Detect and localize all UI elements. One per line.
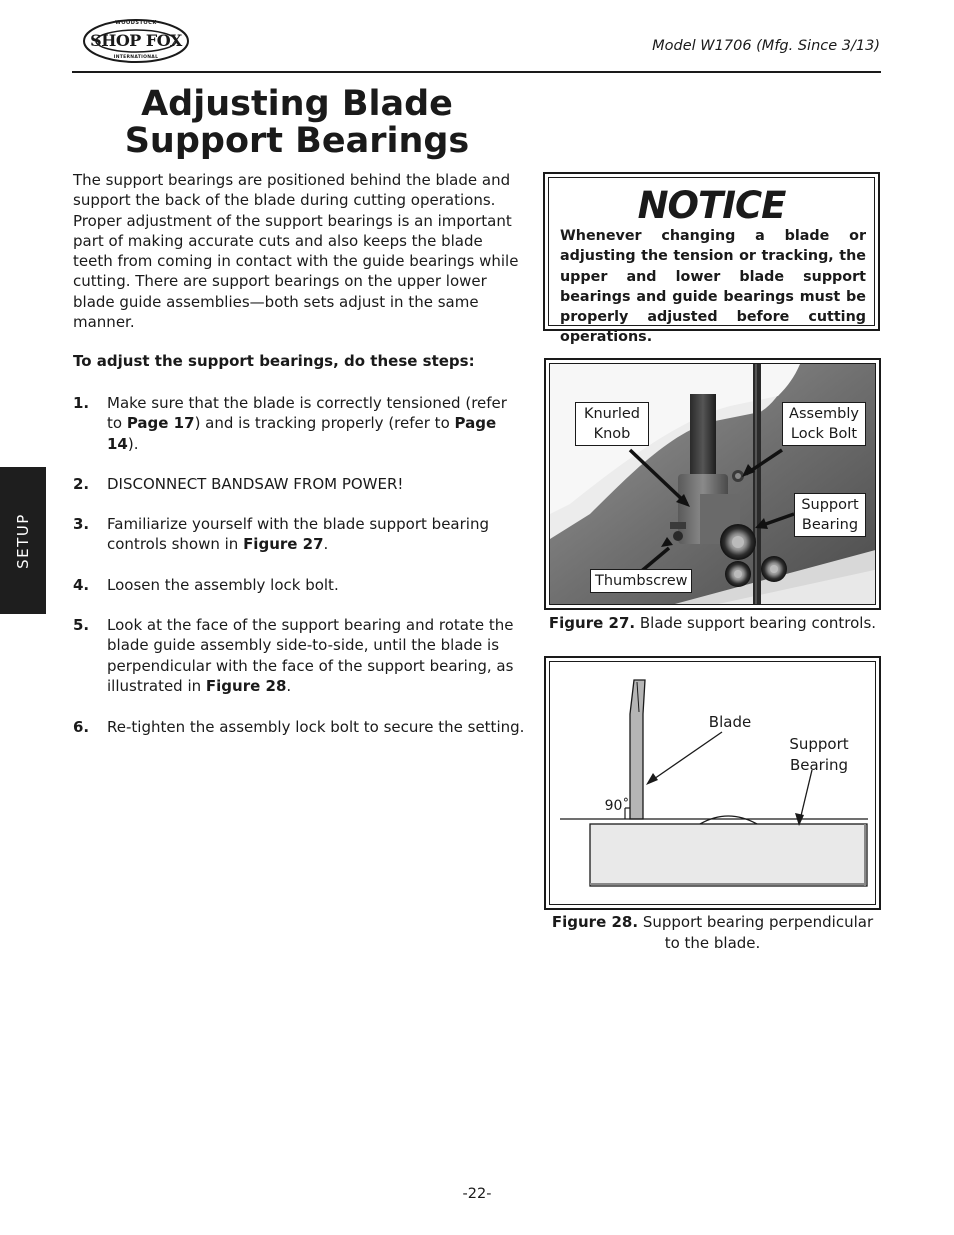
step-number: 3. <box>73 515 90 533</box>
callout-knurled-knob: Knurled Knob <box>575 402 649 446</box>
step-number: 5. <box>73 616 90 634</box>
section-tab-label: SETUP <box>14 512 32 569</box>
notice-title: NOTICE <box>637 184 786 227</box>
step-text: Familiarize yourself with the blade support bearing controls shown in <box>107 515 489 554</box>
step-text: Re-tighten the assembly lock bolt to secure the setting. <box>107 718 525 736</box>
page-title: Adjusting Blade Support Bearings <box>124 84 470 161</box>
callout-thumbscrew: Thumbscrew <box>590 569 692 593</box>
step-5 <box>73 615 525 696</box>
step-text: . <box>323 535 329 554</box>
figure-27-caption <box>544 613 881 634</box>
step-2 <box>73 474 525 494</box>
step-4 <box>73 575 525 595</box>
step-3 <box>73 514 525 555</box>
page-reference: Page 17 <box>126 414 195 433</box>
step-text: ). <box>127 434 139 453</box>
logo-ring-bottom: INTERNATIONAL <box>113 55 159 60</box>
figure-reference: Figure 27 <box>243 535 324 554</box>
intro-paragraph: The support bearings are positioned behind the blade and support the back of the blade during cutting operations. Proper adjustment of the support bearings is an important part of making accurate cuts and also keeps the blade teeth from coming in contact with the guide bearings while cutting. There are support bearings on the upper lower blade guide assemblies—both sets adjust in the same manner. <box>73 171 519 332</box>
figure-27-caption-label: Figure 27. <box>548 614 636 632</box>
figure-28-caption <box>544 912 881 953</box>
callout-assembly-lock-bolt: Assembly Lock Bolt <box>782 402 866 446</box>
step-text: ) and is tracking properly (refer to <box>194 414 455 433</box>
figure-28 <box>544 656 881 910</box>
step-text: . <box>286 676 292 695</box>
step-number: 4. <box>73 576 90 594</box>
step-text: Make sure that the blade is correctly tensioned (refer to <box>107 394 507 433</box>
callout-support-bearing: Support Bearing <box>794 493 866 537</box>
notice-body: Whenever changing a blade or adjusting the tension or tracking, the upper and lower blade support bearings and guide bearings must be properly adjusted before cutting operations. <box>560 228 866 346</box>
step-number: 6. <box>73 718 90 736</box>
header-rule <box>72 71 881 73</box>
step-number: 2. <box>73 475 90 493</box>
shop-fox-logo <box>82 18 190 64</box>
support-bearing-label: Support Bearing <box>789 735 849 774</box>
step-text: DISCONNECT BANDSAW FROM POWER! <box>107 475 404 493</box>
notice-box <box>543 172 880 346</box>
model-number: Model W1706 (Mfg. Since 3/13) <box>652 38 880 54</box>
steps-heading: To adjust the support bearings, do these steps: <box>73 352 475 370</box>
figure-reference: Figure 28 <box>205 676 287 695</box>
step-6 <box>73 717 525 737</box>
perpendicular-diagram <box>550 662 876 905</box>
figure-27-caption-text: Blade support bearing controls. <box>639 614 877 632</box>
page-reference: Page 14 <box>107 414 497 453</box>
figure-28-caption-label: Figure 28. <box>551 913 639 931</box>
step-1 <box>73 393 525 454</box>
step-text: Loosen the assembly lock bolt. <box>107 576 339 594</box>
blade-label: Blade <box>708 713 752 731</box>
step-number: 1. <box>73 394 90 412</box>
figure-28-caption-text: Support bearing perpendicular to the blade. <box>642 913 874 952</box>
logo-wordmark: SHOP FOX <box>90 31 182 50</box>
angle-label: 90˚ <box>604 798 630 814</box>
section-tab-setup <box>0 467 46 614</box>
logo-ring-top: WOODSTOCK <box>115 20 157 26</box>
step-text: Look at the face of the support bearing and rotate the blade guide assembly side-to-side, until the blade is perpendicular with the face of the support bearing, as illustrated in <box>107 616 514 695</box>
figure-27 <box>544 358 881 610</box>
page-number: -22- <box>462 1186 492 1202</box>
